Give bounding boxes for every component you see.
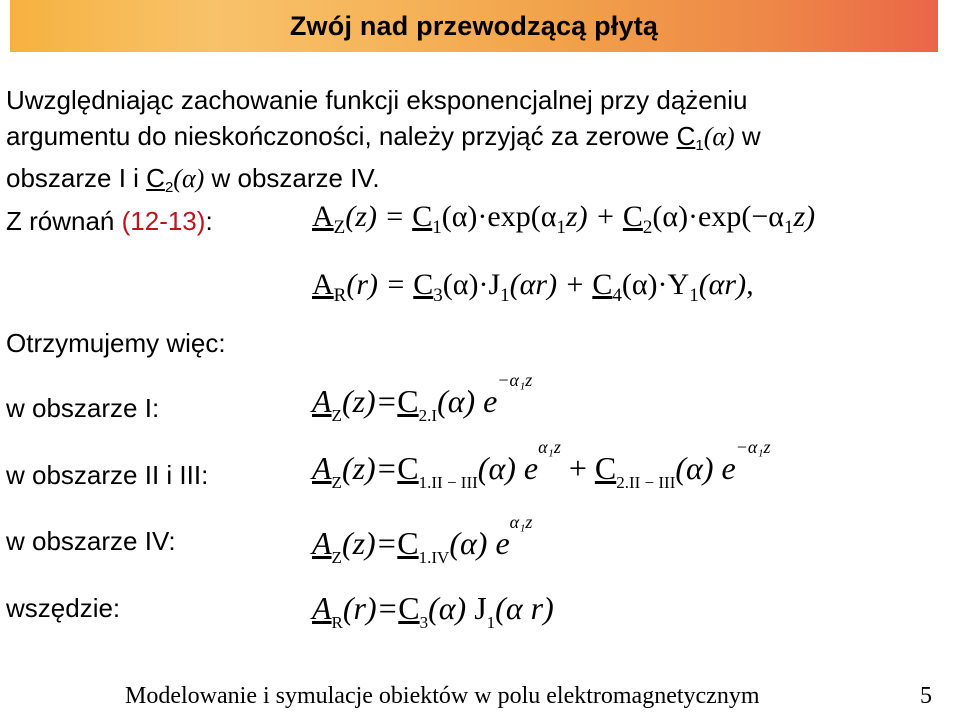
az-subscript: Z	[333, 217, 346, 238]
r3-c-sub: 1.IV	[418, 548, 450, 567]
region-label-everywhere: wszędzie:	[6, 593, 121, 623]
r2-exponent-2: −α₁z	[735, 437, 771, 457]
az-lhs: (z) =	[345, 200, 413, 233]
region-label-iv: w obszarze IV:	[6, 526, 176, 556]
c1-argument: (α)	[703, 122, 735, 151]
r2-plus: +	[560, 450, 595, 486]
r1-a-sub: Z	[331, 406, 342, 425]
az-symbol: A	[312, 200, 334, 233]
r1-arg: (α)	[437, 383, 476, 419]
r3-arg: (α)	[449, 525, 488, 561]
ar-end: (αr),	[698, 268, 754, 301]
r3-exp-base: e	[495, 525, 510, 561]
r2-c2-sub: 2.II − III	[616, 473, 676, 492]
r1-c: C	[397, 383, 419, 419]
ar-symbol: A	[312, 268, 334, 301]
az-c2: C	[622, 200, 643, 233]
c2-argument: (α)	[173, 164, 205, 193]
general-equation-ar	[312, 268, 754, 307]
footer	[0, 683, 960, 712]
ar-subscript: R	[333, 285, 347, 306]
ar-c3: C	[413, 268, 434, 301]
r2-exp-base-1: e	[523, 450, 539, 486]
r2-a: A	[312, 450, 332, 486]
r3-a-sub: Z	[331, 548, 342, 567]
r3-a: A	[312, 525, 332, 561]
r4-lhs: (r)=	[342, 590, 399, 626]
az-end: z)	[793, 200, 816, 233]
slide-title: Zwój nad przewodzącą płytą	[289, 10, 659, 41]
intro-text-3b: w obszarze IV.	[204, 163, 380, 193]
r4-j-sub: 1	[486, 613, 496, 632]
ar-y1-sub: 1	[689, 285, 699, 306]
az-plus: z) +	[565, 200, 623, 233]
r1-exp-base: e	[483, 383, 498, 419]
ar-c4-sub: 4	[612, 285, 622, 306]
intro-text-3a: obszarze I i	[6, 163, 147, 193]
r1-a: A	[312, 383, 332, 419]
r3-lhs: (z)=	[341, 525, 398, 561]
az-c2-sub: 2	[642, 217, 653, 238]
ar-plus: (αr) +	[509, 268, 593, 301]
r2-c1-sub: 1.II − III	[418, 473, 478, 492]
r4-a-sub: R	[331, 613, 343, 632]
region-label-ii-iii: w obszarze II i III:	[6, 460, 209, 490]
c1-subscript: 1	[695, 137, 704, 154]
intro-text-2b: w	[734, 121, 761, 151]
footer-text: Modelowanie i symulacje obiektów w polu elektromagnetycznym	[125, 683, 760, 709]
ar-bessel-j: (α)·J	[442, 268, 501, 301]
c2-subscript: 2	[164, 179, 174, 196]
intro-text-2a: argumentu do nieskończoności, należy przyjąć za zerowe	[6, 121, 677, 151]
r4-arg: (α)	[428, 590, 467, 626]
r4-bessel-j: J	[474, 590, 487, 626]
intro-line-1	[6, 83, 747, 117]
r2-exp-base-2: e	[721, 450, 736, 486]
az-term2: (α)·exp(−α	[652, 200, 784, 233]
r3-c: C	[397, 525, 419, 561]
r1-exponent: −α₁z	[497, 370, 533, 390]
result-equation-everywhere	[312, 590, 554, 633]
r4-a: A	[312, 590, 332, 626]
intro-line-3	[6, 161, 380, 205]
title-bar	[10, 0, 938, 52]
az-term1: (α)·exp(α	[441, 200, 557, 233]
result-label: Otrzymujemy więc:	[6, 328, 226, 358]
ar-lhs: (r) =	[346, 268, 414, 301]
r2-a-sub: Z	[331, 473, 342, 492]
ar-bessel-y: (α)·Y	[621, 268, 690, 301]
ar-j1-sub: 1	[500, 285, 510, 306]
ar-c4: C	[592, 268, 613, 301]
r2-c2: C	[594, 450, 617, 486]
az-alpha1-sub: 1	[556, 217, 566, 238]
r4-j-arg: (α r)	[495, 590, 554, 626]
equations-reference-line	[6, 206, 213, 237]
colon: :	[205, 206, 213, 236]
general-equation-az	[312, 200, 815, 239]
az-c1-sub: 1	[432, 217, 442, 238]
c2-symbol: C	[146, 163, 165, 193]
r4-c-sub: 3	[419, 613, 429, 632]
r2-lhs: (z)=	[341, 450, 398, 486]
r4-c: C	[398, 590, 420, 626]
ar-c3-sub: 3	[433, 285, 443, 306]
r2-exponent-1: α₁z	[538, 437, 561, 457]
c1-symbol: C	[676, 121, 696, 151]
r1-lhs: (z)=	[341, 383, 398, 419]
r2-arg2: (α)	[675, 450, 714, 486]
az-alpha2-sub: 1	[784, 217, 794, 238]
page-number: 5	[920, 683, 932, 709]
r2-arg1: (α)	[477, 450, 516, 486]
intro-line-2	[6, 119, 761, 163]
from-equations-label: Z równań	[6, 206, 122, 236]
r2-c1: C	[397, 450, 419, 486]
equation-reference: (12-13)	[121, 206, 206, 236]
r3-exponent: α₁z	[509, 512, 533, 532]
r1-c-sub: 2.I	[418, 406, 438, 425]
az-c1: C	[412, 200, 433, 233]
region-label-i: w obszarze I:	[6, 393, 160, 423]
intro-text-1: Uwzględniając zachowanie funkcji eksponencjalnej przy dążeniu	[6, 85, 748, 115]
